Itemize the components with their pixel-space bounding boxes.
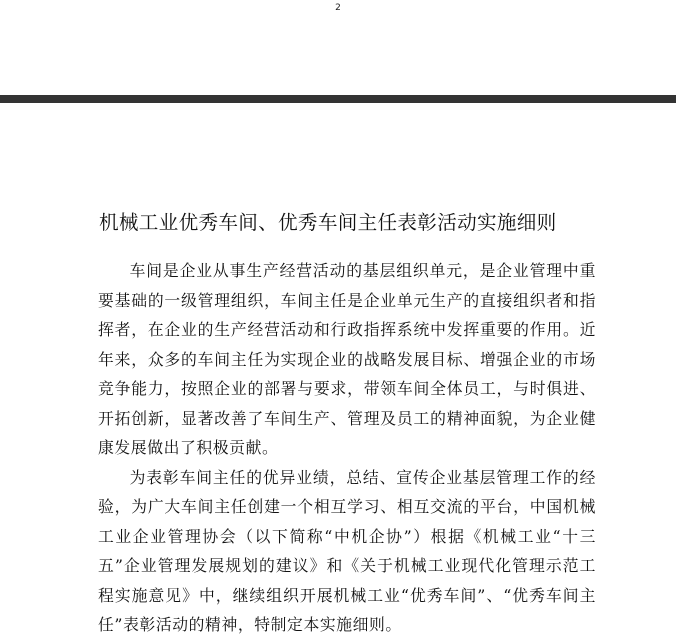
paragraph-1: 车间是企业从事生产经营活动的基层组织单元，是企业管理中重要基础的一级管理组织，车间主任是企业单元生产的直接组织者和指挥者，在企业的生产经营活动和行政指挥系统中发挥重要的作用。近年来，众多的车间主任为实现企业的战略发展目标、增强企业的市场竞争能力，按照企业的部署与要求，带领车间全体员工，与时俱进、开拓创新，显著改善了车间生产、管理及员工的精神面貌，为企业健康发展做出了积极贡献。 [98, 261, 596, 457]
page-number: 2 [335, 3, 341, 13]
document-body [98, 256, 596, 640]
paragraph-2: 为表彰车间主任的优异业绩，总结、宣传企业基层管理工作的经验，为广大车间主任创建一个相互学习、相互交流的平台，中国机械工业企业管理协会（以下简称“中机企协”）根据《机械工业“十三五”企业管理发展规划的建议》和《关于机械工业现代化管理示范工程实施意见》中，继续组织开展机械工业“优秀车间”、“优秀车间主任”表彰活动的精神，特制定本实施细则。 [98, 467, 596, 634]
header-divider [0, 95, 676, 103]
document-title: 机械工业优秀车间、优秀车间主任表彰活动实施细则 [99, 211, 557, 234]
